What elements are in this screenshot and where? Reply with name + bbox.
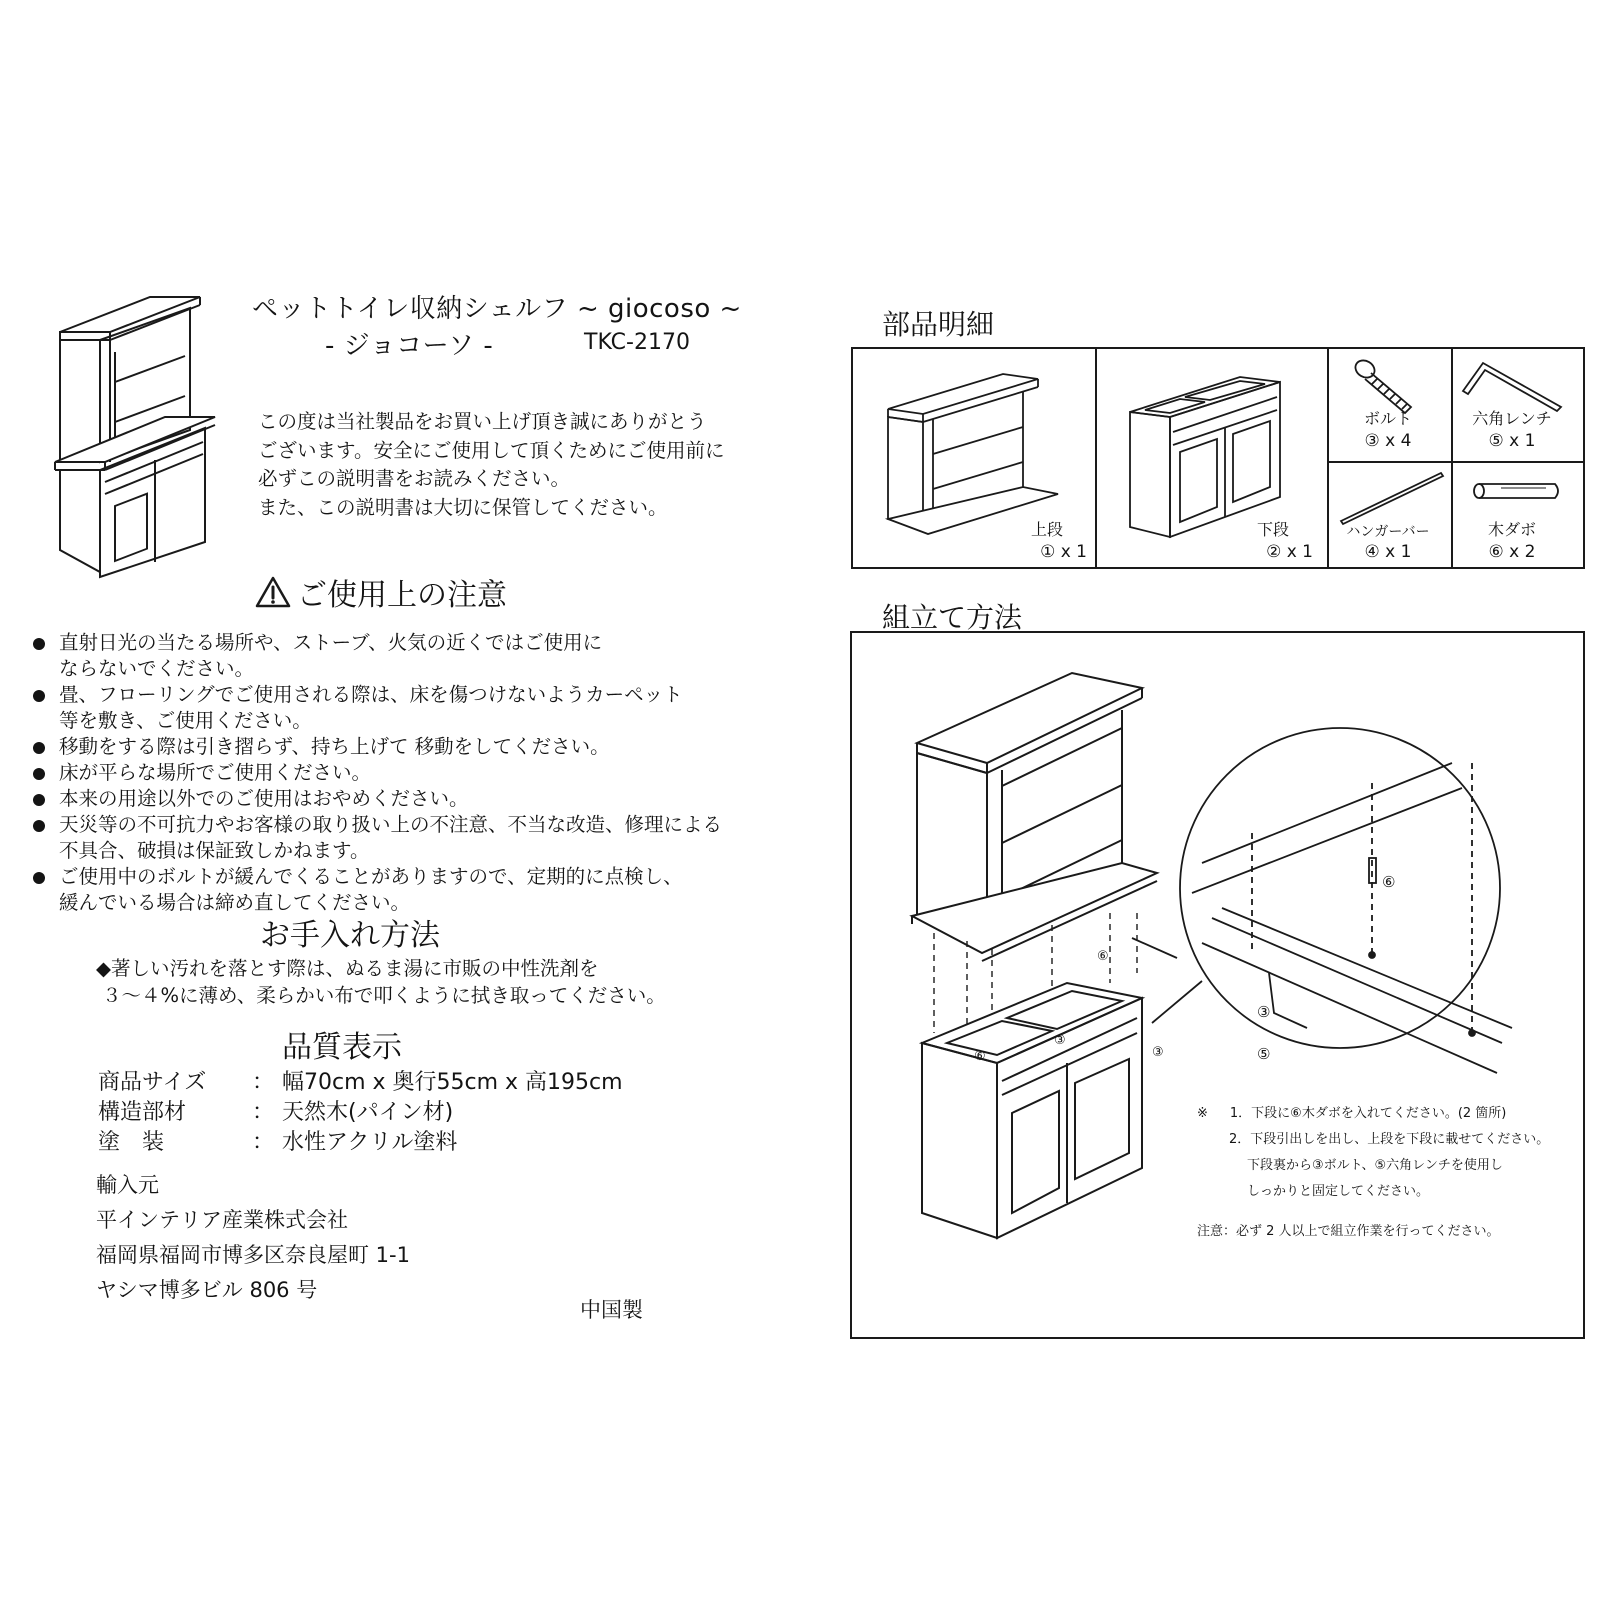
caution-item: 畳、フローリングでご使用される際は、床を傷つけないようカーペット 等を敷き、ご使用ください。 [33, 682, 803, 734]
caution-heading [255, 570, 507, 614]
part-quantity: ① x 1 [1040, 542, 1087, 562]
hanger-bar-icon [1337, 469, 1447, 529]
warning-triangle-icon [255, 576, 291, 608]
callout-wrench: ⑤ [1257, 1045, 1271, 1063]
callout-bolt: ③ [1257, 1003, 1271, 1021]
caution-item: 床が平らな場所でご使用ください。 [33, 760, 803, 786]
callout-dowel: ⑥ [1097, 949, 1109, 964]
callout-bolt: ③ [1054, 1033, 1066, 1048]
part-quantity: ② x 1 [1266, 542, 1313, 562]
product-title: ペットトイレ収納シェルフ ~ giocoso ~ [252, 294, 742, 324]
part-name: 六角レンチ [1472, 409, 1552, 428]
intro-text [258, 408, 724, 522]
assembly-warning: 注意：必ず 2 人以上で組立作業を行ってください。 [1197, 1224, 1500, 1239]
quality-row: 商品サイズ ： 幅70cm x 奥行55cm x 高195cm [98, 1070, 623, 1095]
note-line: 1．下段に⑥木ダボを入れてください。(2 箇所) [1229, 1106, 1507, 1121]
caution-item: 直射日光の当たる場所や、ストーブ、火気の近くではご使用に ならないでください。 [33, 630, 803, 682]
part-quantity: ⑥ x 2 [1488, 542, 1536, 562]
part-quantity: ③ x 4 [1364, 431, 1412, 451]
intro-line: 必ずこの説明書をお読みください。 [258, 467, 571, 490]
quality-row: 構造部材 ： 天然木(パイン材) [98, 1100, 454, 1125]
caution-item: 本来の用途以外でのご使用はおやめください。 [33, 786, 803, 812]
intro-line: この度は当社製品をお買い上げ頂き誠にありがとう [258, 410, 707, 433]
note-line: 下段裏から③ボルト、⑤六角レンチを使用し [1247, 1158, 1503, 1173]
part-name: 木ダボ [1487, 520, 1536, 539]
part-name: 下段 [1256, 520, 1289, 539]
callout-bolt: ③ [1152, 1045, 1164, 1060]
caution-item: 移動をする際は引き摺らず、持ち上げて 移動をしてください。 [33, 734, 803, 760]
country-of-origin: 中国製 [580, 1298, 643, 1322]
care-text [96, 955, 666, 1009]
wooden-dowel-icon [1471, 479, 1561, 509]
assembly-notes [1197, 1101, 1549, 1245]
model-number: TKC-2170 [584, 330, 690, 355]
assembly-heading: 組立て方法 [882, 601, 1023, 634]
intro-line: また、この説明書は大切に保管してください。 [258, 495, 668, 519]
assembly-box [850, 631, 1585, 1339]
callout-dowel: ⑥ [1382, 873, 1396, 891]
note-mark: ※ [1197, 1106, 1208, 1121]
note-line: 2．下段引出しを出し、上段を下段に載せてください。 [1229, 1132, 1550, 1147]
detail-zoom [1042, 743, 1562, 1063]
part-name: 上段 [1030, 520, 1063, 539]
care-line: ３～４%に薄め、柔らかい布で叩くように拭き取ってください。 [102, 984, 666, 1007]
part-quantity: ④ x 1 [1364, 542, 1412, 562]
parts-table [851, 347, 1585, 569]
part-name: ボルト [1363, 409, 1412, 428]
part-name: ハンガーバー [1346, 524, 1430, 540]
product-subtitle: - ジョコーソ - [325, 331, 494, 361]
caution-list [33, 630, 803, 916]
importer-info [96, 1168, 410, 1308]
quality-heading: 品質表示 [282, 1030, 402, 1065]
product-illustration [55, 272, 215, 592]
quality-row: 塗 装 ： 水性アクリル塗料 [98, 1130, 458, 1155]
importer-company: 平インテリア産業株式会社 [96, 1208, 348, 1232]
importer-address: ヤシマ博多ビル 806 号 [96, 1278, 318, 1302]
importer-label: 輸入元 [96, 1173, 159, 1197]
intro-line: ございます。安全にご使用して頂くためにご使用前に [258, 438, 725, 462]
callout-dowel: ⑥ [974, 1049, 986, 1064]
importer-address: 福岡県福岡市博多区奈良屋町 1-1 [96, 1243, 410, 1267]
caution-item: ご使用中のボルトが緩んでくることがありますので、定期的に点検し、 緩んでいる場合は締め直してください。 [33, 864, 803, 916]
care-line: ◆著しい汚れを落とす際は、ぬるま湯に市販の中性洗剤を [96, 957, 599, 980]
quality-table [98, 1068, 623, 1158]
parts-heading: 部品明細 [882, 308, 995, 341]
care-heading: お手入れ方法 [260, 918, 440, 953]
part-quantity: ⑤ x 1 [1488, 431, 1536, 451]
caution-item: 天災等の不可抗力やお客様の取り扱い上の不注意、不当な改造、修理による 不具合、破損は保証致しかねます。 [33, 812, 803, 864]
caution-heading-text: ご使用上の注意 [297, 578, 507, 613]
note-line: しっかりと固定してください。 [1247, 1184, 1430, 1199]
